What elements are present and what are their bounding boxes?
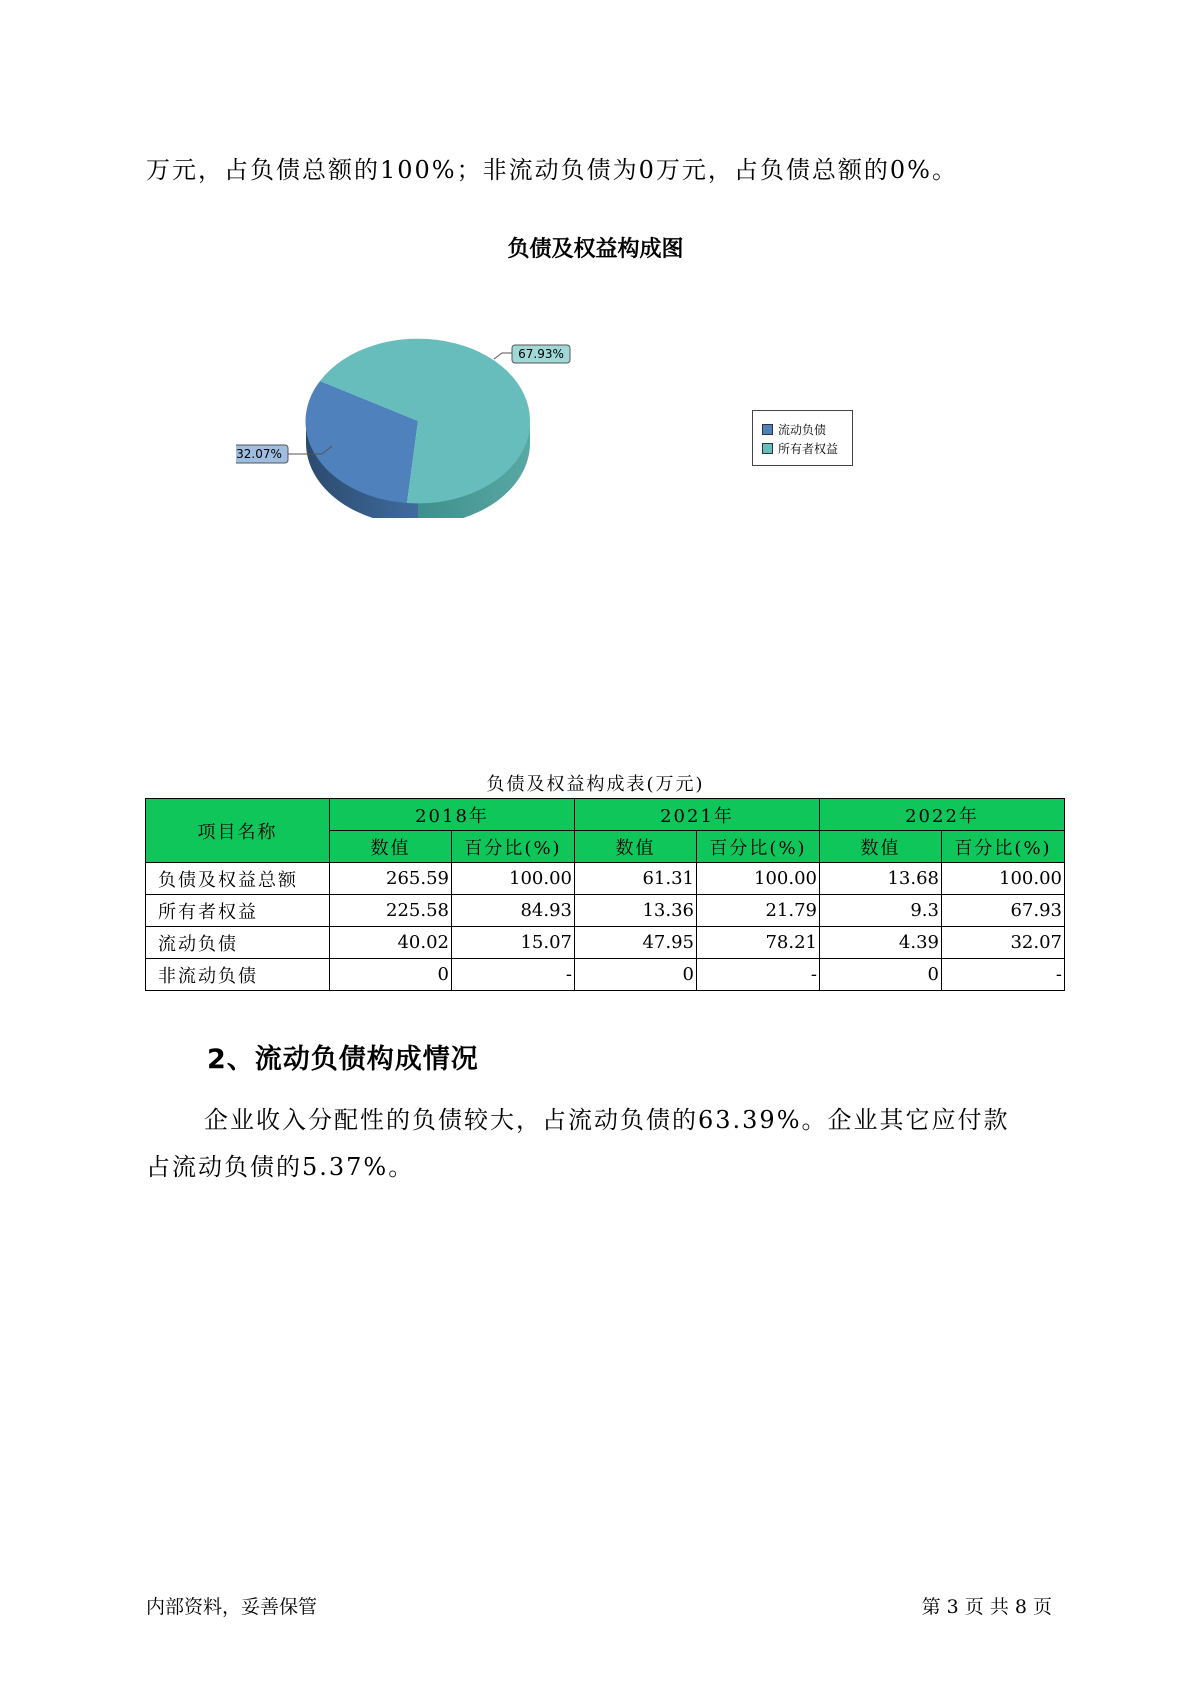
table-cell: 32.07 [942,927,1065,959]
header-percent: 百分比(%) [697,831,820,863]
table-cell: - [942,959,1065,991]
table-row [146,863,1065,895]
leader-line-equity [494,353,512,359]
header-percent: 百分比(%) [942,831,1065,863]
header-year: 2021年 [575,799,820,831]
pie-chart [236,318,616,518]
header-value: 数值 [820,831,942,863]
table-cell: 13.36 [575,895,697,927]
table-cell: 15.07 [452,927,575,959]
table-cell: 78.21 [697,927,820,959]
chart-title: 负债及权益构成图 [507,237,684,262]
row-name: 非流动负债 [146,959,330,991]
legend-label: 所有者权益 [778,442,839,456]
table-cell: 0 [820,959,942,991]
legend-swatch-teal [762,443,773,454]
legend-swatch-blue [762,424,773,435]
table-cell: 61.31 [575,863,697,895]
table-row [146,895,1065,927]
liabilities-equity-table [145,798,1065,991]
header-year: 2018年 [330,799,575,831]
body-paragraph-continued: 占流动负债的5.37%。 [146,1153,415,1181]
legend-label: 流动负债 [778,423,827,437]
table-cell: 0 [575,959,697,991]
chart-legend [752,410,853,466]
table-cell: - [452,959,575,991]
row-name: 流动负债 [146,927,330,959]
table-cell: 0 [330,959,452,991]
table-cell: 100.00 [452,863,575,895]
table-cell: 47.95 [575,927,697,959]
header-value: 数值 [575,831,697,863]
table-cell: 265.59 [330,863,452,895]
row-name: 负债及权益总额 [146,863,330,895]
table-cell: 100.00 [697,863,820,895]
table-row [146,927,1065,959]
table-cell: 4.39 [820,927,942,959]
footer-page-number: 第 3 页 共 8 页 [921,1596,1052,1618]
table-cell: 21.79 [697,895,820,927]
header-item-name: 项目名称 [146,799,330,863]
table-caption: 负债及权益构成表(万元) [486,774,705,795]
table-cell: 225.58 [330,895,452,927]
body-paragraph: 企业收入分配性的负债较大，占流动负债的63.39%。企业其它应付款 [204,1106,1010,1134]
table-cell: 40.02 [330,927,452,959]
table-cell: 67.93 [942,895,1065,927]
header-value: 数值 [330,831,452,863]
table-row [146,959,1065,991]
footer-confidential-note: 内部资料，妥善保管 [146,1596,318,1618]
table-cell: 9.3 [820,895,942,927]
row-name: 所有者权益 [146,895,330,927]
section-heading: 2、流动负债构成情况 [207,1044,479,1075]
table-cell: 13.68 [820,863,942,895]
header-percent: 百分比(%) [452,831,575,863]
table-cell: 84.93 [452,895,575,927]
data-label-current-liabilities: 32.07% [236,447,282,461]
intro-paragraph: 万元，占负债总额的100%；非流动负债为0万元，占负债总额的0%。 [146,156,958,184]
data-label-equity: 67.93% [518,347,564,361]
legend-item-equity [762,440,838,457]
header-year: 2022年 [820,799,1065,831]
table-cell: 100.00 [942,863,1065,895]
table-cell: - [697,959,820,991]
legend-item-current-liabilities [762,421,826,438]
